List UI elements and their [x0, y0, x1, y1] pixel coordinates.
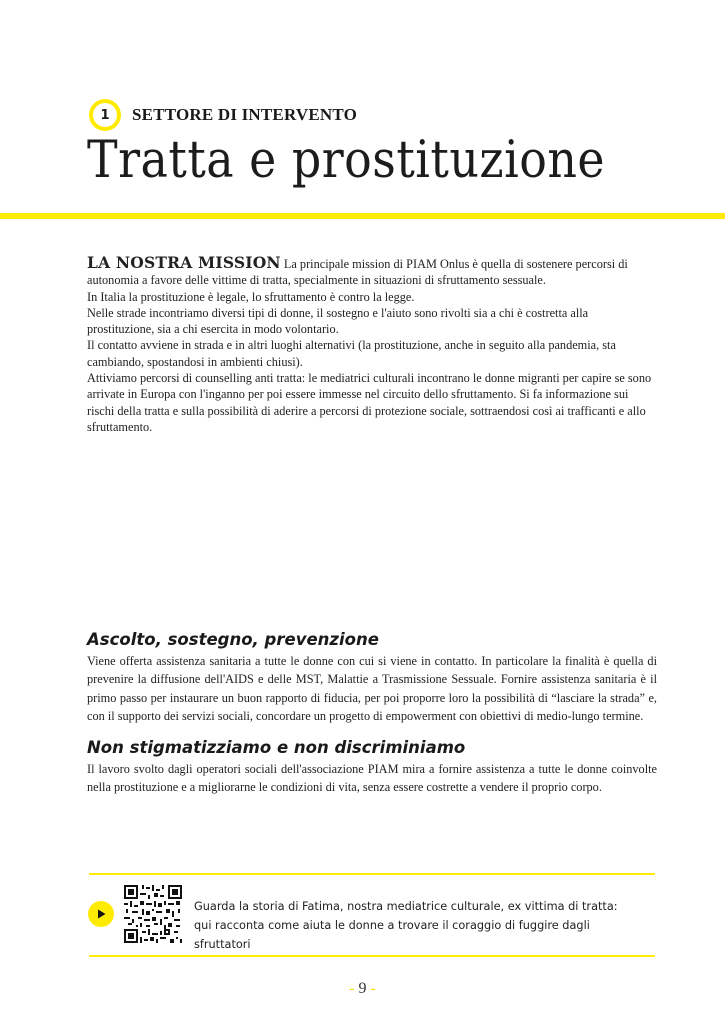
page-number-dash-right: -	[366, 980, 376, 997]
footer-top-rule	[89, 873, 655, 875]
video-description: Guarda la storia di Fatima, nostra mediatrice culturale, ex vittima di tratta: qui racconta come aiuta le donne a trovare il coraggio di fuggire dagli sfruttatori	[194, 900, 618, 951]
page-number-dash-left: -	[349, 980, 359, 997]
block-title: Non stigmatizziamo e non discriminiamo	[87, 738, 466, 757]
block-title: Ascolto, sostegno, prevenzione	[87, 630, 379, 649]
page-number: 9	[358, 980, 367, 997]
page-number-wrapper	[0, 980, 725, 998]
section-label: SETTORE DI INTERVENTO	[132, 105, 357, 124]
mission-paragraph: In Italia la prostituzione è legale, lo sfruttamento è contro la legge.	[87, 289, 415, 304]
mission-heading: LA NOSTRA MISSION	[87, 253, 281, 272]
play-glyph	[95, 908, 107, 920]
section-number-badge	[89, 99, 121, 131]
section-number: 1	[93, 103, 117, 127]
mission-intro	[87, 255, 657, 289]
block-non-stigmatizziamo	[87, 738, 657, 797]
footer-bottom-rule	[89, 955, 655, 957]
mission-intro-text: La principale mission di PIAM Onlus è quella di sostenere percorsi di autonomia a favore delle vittime di tratta, specialmente in situazioni di sfruttamento sessuale.	[87, 257, 628, 288]
block-body: Viene offerta assistenza sanitaria a tutte le donne con cui si viene in contatto. In particolare la finalità è quella di prevenire la diffusione dell'AIDS e delle MST, Malattie a Trasmissione Sessuale. Fornire assistenza sanitaria è il primo passo per instaurare un buon rapporto di fiducia, per poi proporre loro la possibilità di “lasciare la strada” e, con il supporto dei servizi sociali, concordare un progetto di empowerment con obiettivi di medio-lungo termine.	[87, 654, 657, 723]
block-ascolto	[87, 630, 657, 725]
mission-paragraph: Il contatto avviene in strada e in altri luoghi alternativi (la prostituzione, anche in seguito alla pandemia, sta cambiando, spostandosi in ambienti chiusi).	[87, 338, 616, 369]
mission-paragraph: Nelle strade incontriamo diversi tipi di donne, il sostegno e l'aiuto sono rivolti sia a chi è costretta alla prostituzione, sia a chi esercita in modo volontario.	[87, 305, 589, 337]
mission-section	[87, 255, 657, 435]
title-underline	[0, 213, 725, 219]
play-icon[interactable]	[88, 901, 114, 927]
mission-paragraph: Attiviamo percorsi di counselling anti tratta: le mediatrici culturali incontrano le donne migranti per capire se sono arrivate in Europa con l'inganno per poi essere immesse nel circuito dello sfruttamento. Si fa informazione sui rischi della tratta e sulla possibilità di aderire a percorsi di protezione sociale, sottraendosi così ai trafficanti e allo sfruttamento.	[87, 371, 652, 434]
page-title: Tratta e prostituzione	[87, 131, 606, 190]
block-body: Il lavoro svolto dagli operatori sociali dell'associazione PIAM mira a fornire assistenza a tutte le donne coinvolte nella prostituzione e a migliorarne le condizioni di vita, senza essere costrette a vendere il proprio corpo.	[87, 762, 657, 795]
section-header	[89, 99, 357, 131]
qr-code[interactable]	[124, 885, 182, 943]
